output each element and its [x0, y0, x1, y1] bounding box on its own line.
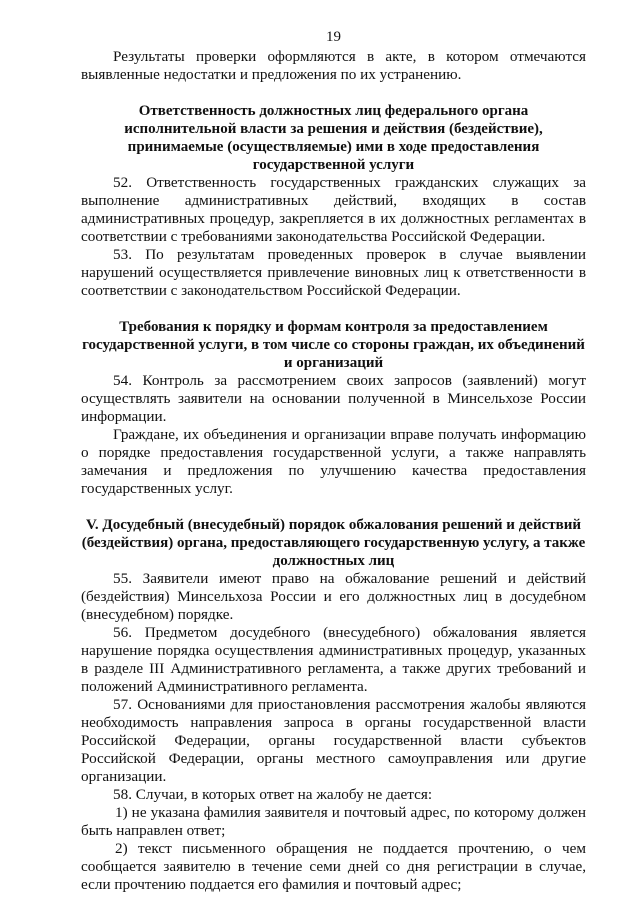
paragraph-54: 54. Контроль за рассмотрением своих запросов (заявлений) могут осуществлять заявители на основании полученной в Минсельхозе России информации. — [81, 372, 586, 425]
section-heading-appeal-procedure: V. Досудебный (внесудебный) порядок обжалования решений и действий (бездействия) органа, предоставляющего государственную услугу, а также должностных лиц — [81, 517, 586, 569]
paragraph-55: 55. Заявители имеют право на обжалование решений и действий (бездействия) Минсельхоза России и его должностных лиц в досудебном (внесудебном) порядке. — [81, 570, 586, 623]
paragraph-citizens-rights: Граждане, их объединения и организации вправе получать информацию о порядке предоставления государственной услуги, а также направлять замечания и предложения по улучшению качества предоставления государственных услуг. — [81, 426, 586, 497]
intro-paragraph: Результаты проверки оформляются в акте, в котором отмечаются выявленные недостатки и предложения по их устранению. — [81, 48, 586, 83]
section-heading-control-requirements: Требования к порядку и формам контроля за предоставлением государственной услуги, в том числе со стороны граждан, их объединений и организаций — [82, 319, 585, 371]
section-heading-responsibility: Ответственность должностных лиц федерального органа исполнительной власти за решения и действия (бездействие), принимаемые (осуществляемые) ими в ходе предоставления государственной услуги — [124, 103, 543, 173]
spacer — [81, 300, 586, 318]
spacer — [81, 498, 586, 516]
paragraph-57: 57. Основаниями для приостановления рассмотрения жалобы являются необходимость направления запроса в органы государственной власти Российской Федерации, органы государственной власти субъектов Российской Федерации, органы местного самоуправления или другие организации. — [81, 696, 586, 785]
paragraph-58: 58. Случаи, в которых ответ на жалобу не дается: — [113, 786, 433, 803]
list-item-2: 2) текст письменного обращения не поддается прочтению, о чем сообщается заявителю в течение семи дней со дня регистрации в случае, если прочтению поддается его фамилия и почтовый адрес; — [81, 840, 586, 893]
paragraph-56: 56. Предметом досудебного (внесудебного) обжалования является нарушение порядка осуществления административных процедур, указанных в разделе III Административного регламента, а также других требований и положений Административного регламента. — [81, 624, 586, 695]
list-item-1: 1) не указана фамилия заявителя и почтовый адрес, по которому должен быть направлен ответ; — [81, 804, 586, 839]
paragraph-52: 52. Ответственность государственных гражданских служащих за выполнение административных действий, входящих в состав административных процедур, закрепляется в их должностных регламентах в соответствии с требованиями законодательства Российской Федерации. — [81, 174, 586, 245]
page-number: 19 — [326, 29, 341, 45]
paragraph-53: 53. По результатам проведенных проверок в случае выявлении нарушений осуществляется привлечение виновных лиц к ответственности в соответствии с законодательством Российской Федерации. — [81, 246, 586, 299]
spacer — [81, 84, 586, 102]
